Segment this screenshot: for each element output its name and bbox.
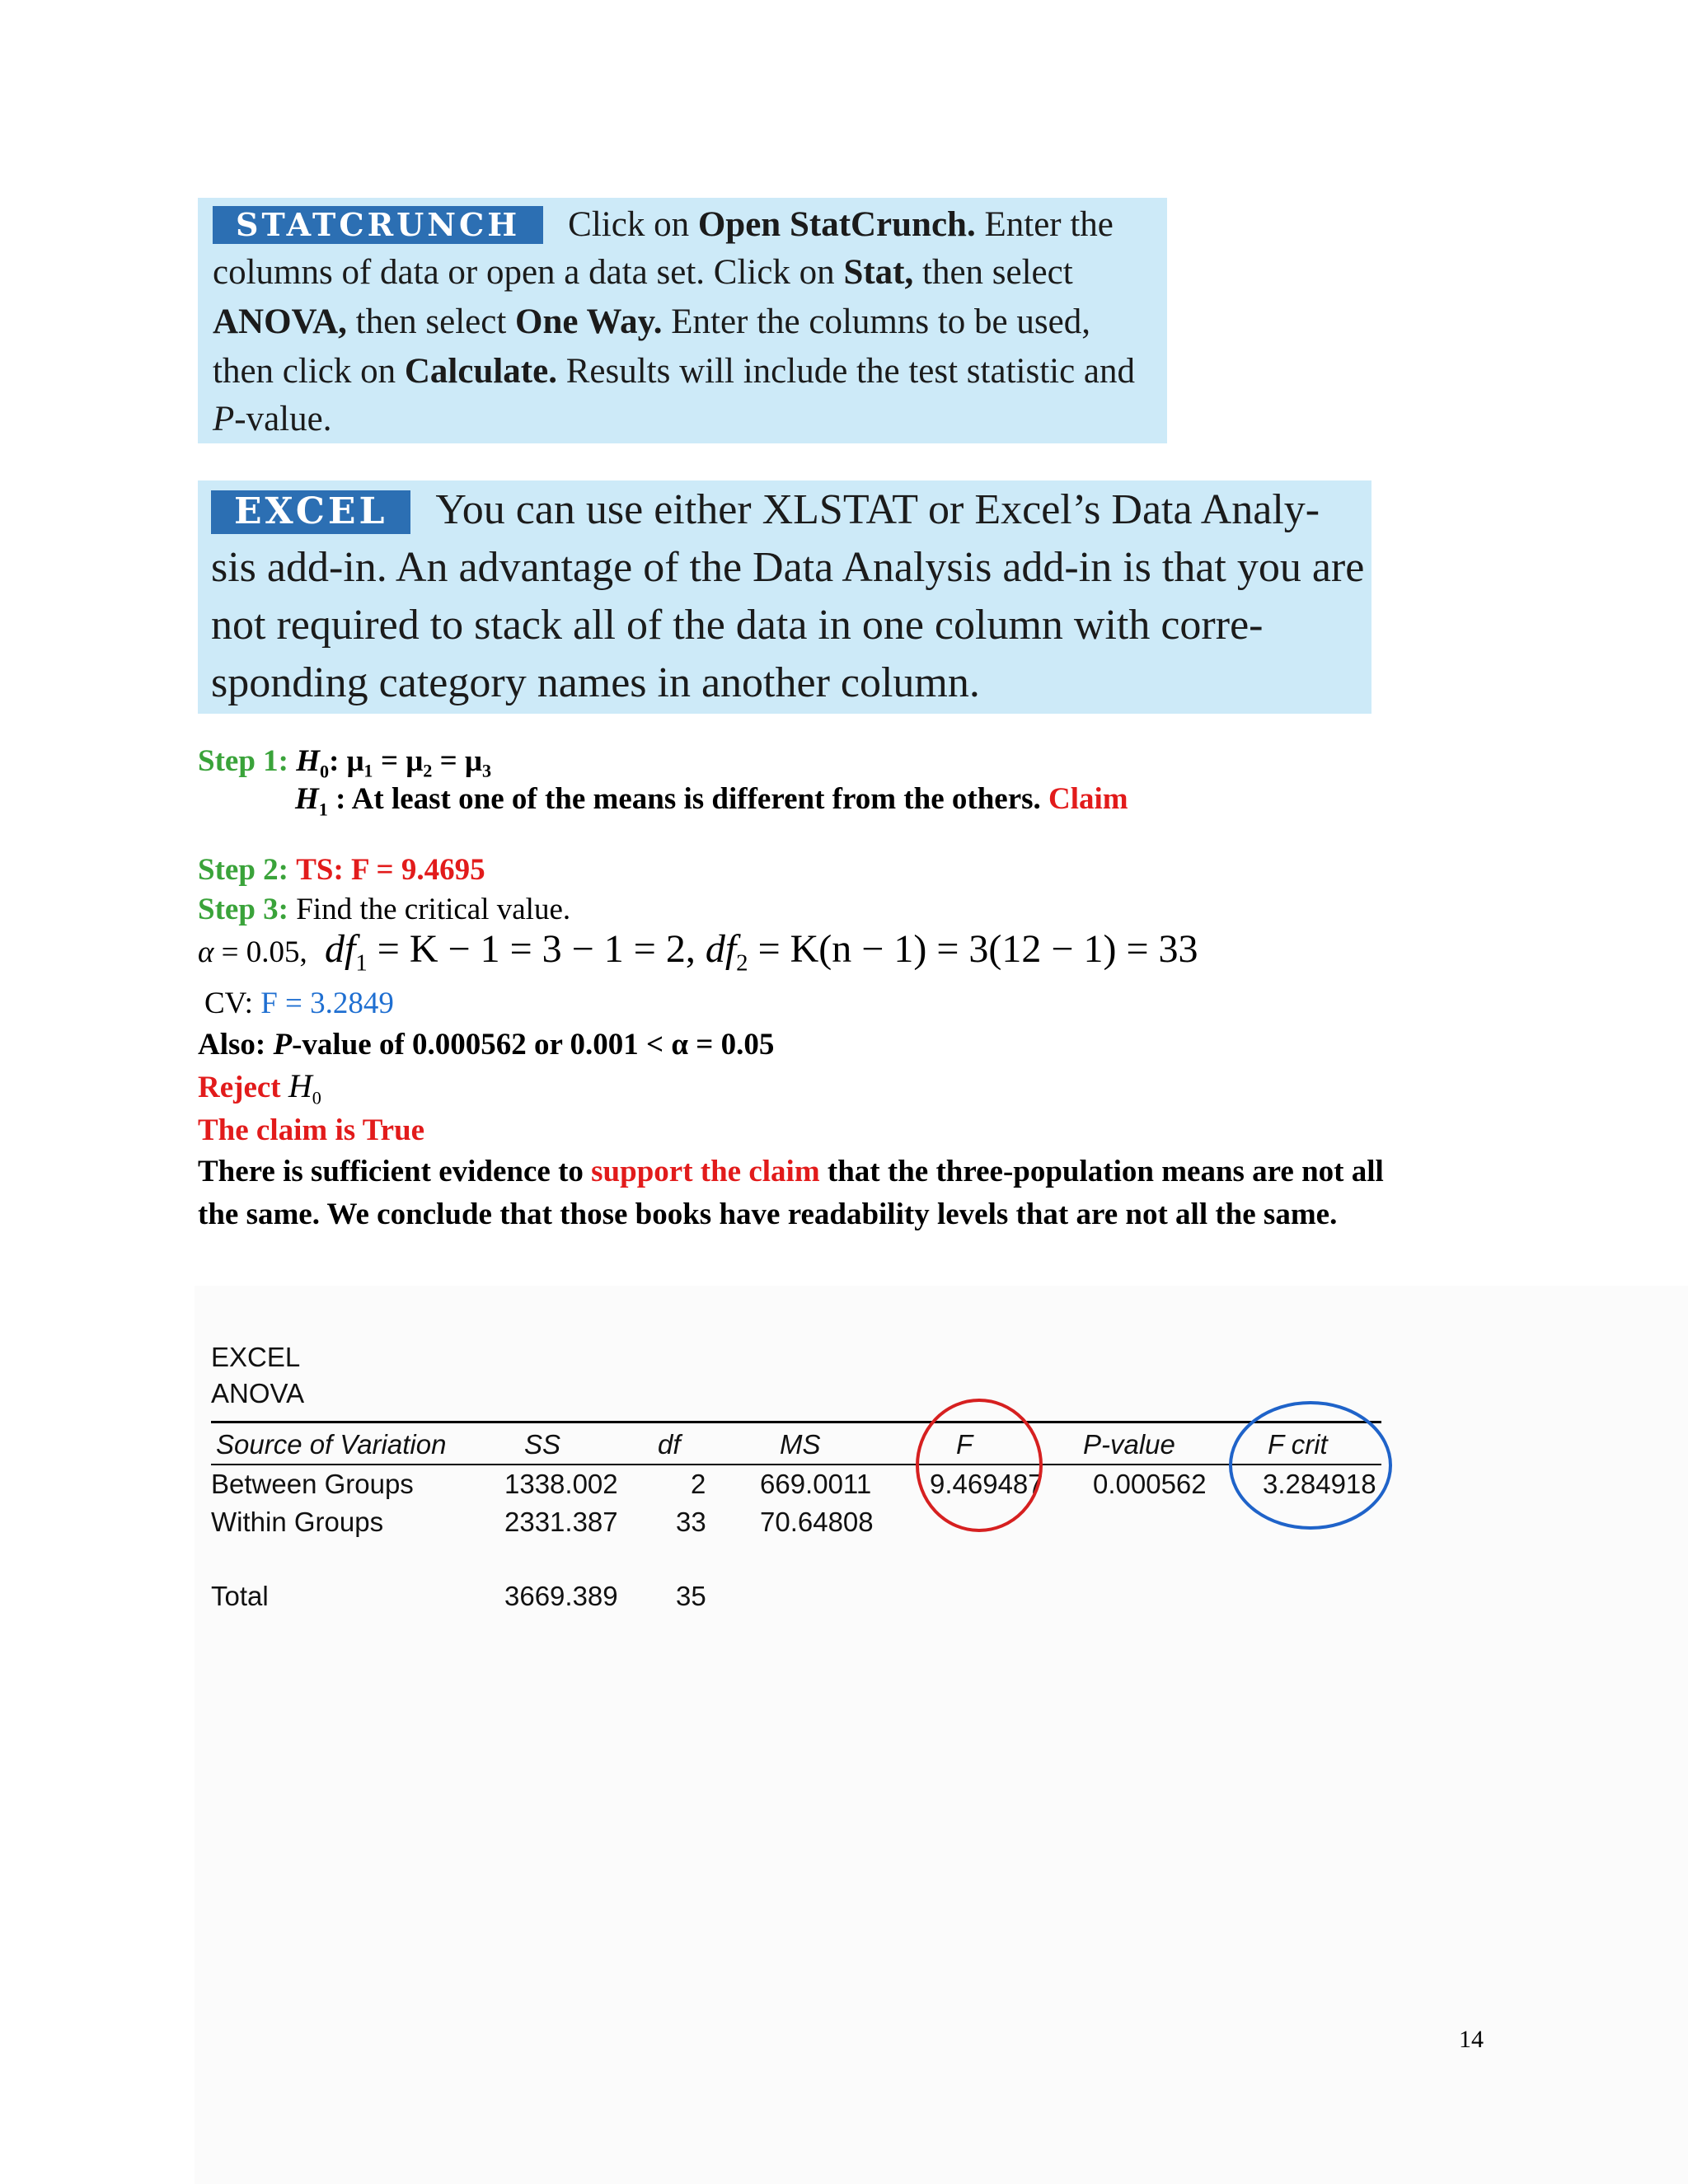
conclusion-line-2: the same. We conclude that those books have readability levels that are not all the same. [198, 1197, 1338, 1231]
step-2-test-statistic: Step 2: TS: F = 9.4695 [198, 853, 485, 887]
reject-null-line: Reject $H_0$ [198, 1067, 321, 1108]
row-total-source: Total [211, 1581, 269, 1611]
row-within-df: 33 [676, 1507, 706, 1537]
header-ms: MS [780, 1429, 821, 1460]
header-df: df [658, 1429, 681, 1460]
header-source-of-variation: Source of Variation [216, 1429, 447, 1460]
row-total-df: 35 [676, 1581, 706, 1611]
row-within-ss: 2331.387 [504, 1507, 618, 1537]
row-within-ms: 70.64808 [760, 1507, 874, 1537]
excel-line-3: not required to stack all of the data in one column with corre- [211, 602, 1264, 649]
statcrunch-line-4: then click on Calculate. Results will include the test statistic and [213, 352, 1136, 391]
degrees-of-freedom-line: α = 0.05, $df_1 = K - 1 = 3 - 1 = 2$, $df_2 = K(n - 1) = 3(12 - 1) = 33$ [198, 927, 1198, 977]
claim-true-line: The claim is True [198, 1113, 425, 1147]
statcrunch-line-1: STATCRUNCH Click on Open StatCrunch. Enter the [213, 204, 1114, 245]
excel-line-4: sponding category names in another column. [211, 659, 980, 706]
statcrunch-line-3: ANOVA, then select One Way. Enter the columns to be used, [213, 302, 1090, 341]
row-between-ms: 669.0011 [760, 1469, 872, 1499]
excel-line-1: EXCEL You can use either XLSTAT or Excel’s Data Analy- [211, 485, 1320, 534]
row-between-p-value: 0.000562 [1093, 1469, 1207, 1499]
row-between-f: 9.469487 [930, 1469, 1043, 1499]
page-number: 14 [1459, 2026, 1484, 2053]
step-1-alternative-hypothesis: $H_1$ : At least one of the means is different from the others. Claim [295, 782, 1128, 820]
f-statistic-circle [917, 1400, 1041, 1530]
statcrunch-tag: STATCRUNCH [213, 206, 543, 244]
f-crit-circle [1231, 1403, 1390, 1528]
row-between-source: Between Groups [211, 1469, 414, 1499]
row-within-source: Within Groups [211, 1507, 384, 1537]
excel-line-2: sis add-in. An advantage of the Data Analysis add-in is that you are [211, 544, 1365, 591]
header-p-value: P-value [1083, 1429, 1175, 1460]
statcrunch-line-5: P-value. [213, 400, 332, 438]
header-f-crit: F crit [1268, 1429, 1328, 1460]
critical-value-line: CV: F = 3.2849 [204, 987, 394, 1020]
claim-label: Claim [1048, 782, 1128, 816]
header-f: F [956, 1429, 973, 1460]
row-between-f-crit: 3.284918 [1263, 1469, 1376, 1499]
conclusion-line-1: There is sufficient evidence to support the claim that the three-population means are not all [198, 1155, 1384, 1188]
step-1-null-hypothesis: Step 1: $H_0$: μ₁ = μ₂ = μ₃ [198, 744, 492, 782]
anova-title-anova: ANOVA [211, 1378, 305, 1408]
header-ss: SS [524, 1429, 561, 1460]
statcrunch-line-2: columns of data or open a data set. Click on Stat, then select [213, 253, 1073, 292]
row-between-ss: 1338.002 [504, 1469, 618, 1499]
step-3-critical-value: Step 3: Find the critical value. [198, 893, 571, 926]
p-value-line: Also: P-value of 0.000562 or 0.001 < α = 0.05 [198, 1028, 775, 1062]
excel-tag: EXCEL [211, 490, 410, 534]
anova-title-excel: EXCEL [211, 1342, 301, 1372]
row-between-df: 2 [691, 1469, 706, 1499]
row-total-ss: 3669.389 [504, 1581, 618, 1611]
